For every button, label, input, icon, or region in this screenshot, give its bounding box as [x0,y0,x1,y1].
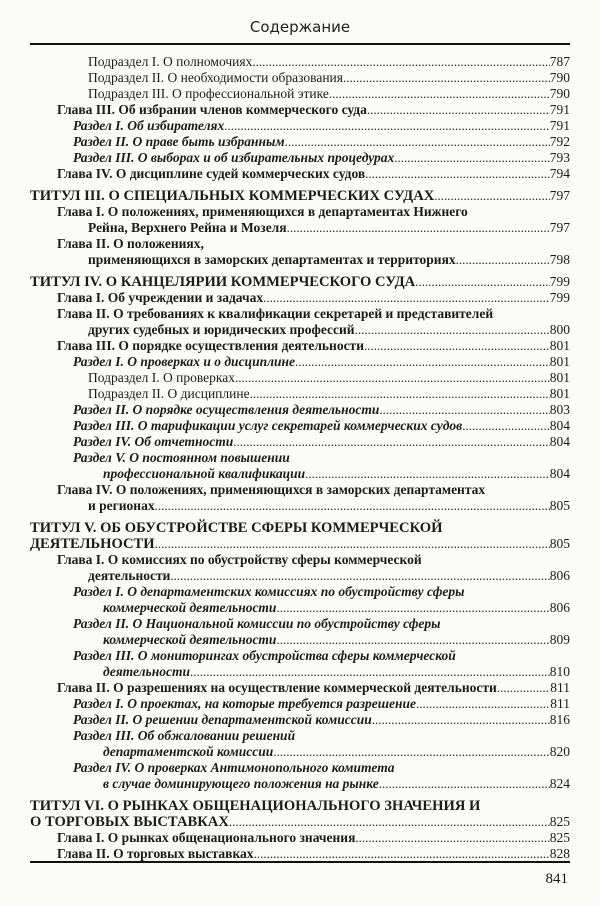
toc-entry [30,712,570,728]
page-title: Содержание [249,18,351,36]
toc-entry-text: коммерческой деятельности [103,632,277,647]
toc-entry-text: Подраздел I. О проверках [88,370,236,385]
dot-leader [365,166,550,182]
toc-entry [30,70,570,86]
toc-entry-text: Раздел I. О проверках и о дисциплине [73,354,296,369]
toc-entry-text: ДЕЯТЕЛЬНОСТИ [30,536,155,552]
dot-leader [190,664,550,680]
dot-leader [285,134,550,150]
toc-entry [30,552,570,568]
toc-entry [30,830,570,846]
toc-entry-text: Рейна, Верхнего Рейна и Мозеля [88,220,287,235]
toc-entry-text: Глава I. Об учреждении и задачах [57,290,264,305]
toc-entry-text: Подраздел II. О необходимости образования [88,70,343,85]
toc-entry-page: 811 [550,696,570,711]
dot-leader [355,830,549,846]
toc-list [0,45,600,862]
dot-leader [170,568,549,584]
toc-entry [30,274,570,290]
toc-entry [30,728,570,744]
toc-entry [30,744,570,760]
toc-entry [30,520,570,536]
toc-entry [30,696,570,712]
dot-leader [456,252,550,268]
toc-entry [30,306,570,322]
toc-entry-text: Раздел V. О постоянном повышении [73,450,290,465]
dot-leader [305,466,550,482]
toc-entry [30,814,570,830]
toc-entry-page: 793 [549,150,570,165]
toc-entry-text: ТИТУЛ VI. О РЫНКАХ ОБЩЕНАЦИОНАЛЬНОГО ЗНАЧЕНИЯ И [30,798,481,814]
toc-entry-text: в случае доминирующего положения на рынке [103,776,379,791]
toc-entry [30,290,570,306]
toc-entry-text: Раздел II. О Национальной комиссии по обустройству сферы [73,616,441,631]
toc-entry-text: Раздел IV. Об отчетности [73,434,234,449]
toc-entry-text: департаментской комиссии [103,744,274,759]
toc-entry [30,482,570,498]
toc-entry-page: 816 [549,712,570,727]
dot-leader [355,322,550,338]
toc-entry [30,616,570,632]
toc-entry-text: Глава III. Об избрании членов коммерческого суда [57,102,367,117]
toc-entry-text: Глава IV. О положениях, применяющихся в заморских департаментах [57,482,486,497]
toc-entry-text: ТИТУЛ IV. О КАНЦЕЛЯРИИ КОММЕРЧЕСКОГО СУДА [30,274,416,290]
toc-entry-page: 801 [549,386,570,401]
toc-entry-text: Глава II. О положениях, [57,236,204,251]
dot-leader [372,712,550,728]
toc-entry-page: 797 [549,220,570,235]
toc-entry [30,204,570,220]
toc-entry [30,680,570,696]
toc-entry-text: Подраздел III. О профессиональной этике [88,86,329,101]
toc-entry-page: 806 [549,600,570,615]
toc-entry-text: Раздел III. О тарификации услуг секретарей коммерческих судов [73,418,463,433]
toc-entry [30,370,570,386]
toc-entry-page: 790 [549,86,570,101]
footer-page-number: 841 [545,871,568,887]
toc-entry [30,418,570,434]
dot-leader [379,402,549,418]
toc-entry-page: 810 [549,664,570,679]
toc-entry-text: Раздел III. Об обжаловании решений [73,728,296,743]
dot-leader [263,290,550,306]
toc-entry [30,150,570,166]
toc-entry-page: 801 [549,338,570,353]
dot-leader [497,680,550,696]
dot-leader [416,696,550,712]
toc-entry-page: 799 [549,274,570,289]
toc-entry-page: 794 [549,166,570,181]
toc-entry-page: 799 [549,290,570,305]
toc-entry-text: Раздел II. О решении департаментской комиссии [73,712,372,727]
toc-entry [30,252,570,268]
dot-leader [394,150,549,166]
toc-entry [30,220,570,236]
toc-entry [30,498,570,514]
toc-entry-text: Раздел IV. О проверках Антимонопольного комитета [73,760,395,775]
toc-entry-page: 792 [549,134,570,149]
toc-entry-page: 791 [549,102,570,117]
dot-leader [364,338,550,354]
toc-entry-page: 828 [549,846,570,861]
dot-leader [276,632,549,648]
toc-entry-page: 803 [549,402,570,417]
toc-entry [30,386,570,402]
toc-entry [30,760,570,776]
page-header [0,0,600,45]
toc-entry-page: 798 [549,252,570,267]
toc-entry-text: Раздел III. О выборах и об избирательных процедурах [73,150,395,165]
toc-entry [30,450,570,466]
toc-entry-page: 787 [549,54,570,69]
dot-leader [254,846,550,862]
toc-entry-text: деятельности [103,664,190,679]
toc-entry-text: Глава II. О разрешениях на осуществление коммерческой деятельности [57,680,497,695]
toc-entry-page: 825 [549,830,570,845]
toc-entry-text: Раздел II. О праве быть избранным [73,134,285,149]
toc-entry-text: и регионах [88,498,155,513]
dot-leader [224,118,550,134]
toc-entry-text: ТИТУЛ III. О СПЕЦИАЛЬНЫХ КОММЕРЧЕСКИХ СУДАХ [30,188,435,204]
toc-entry [30,102,570,118]
toc-entry-page: 801 [549,370,570,385]
dot-leader [329,86,550,102]
toc-entry [30,536,570,552]
page-footer [30,861,570,888]
toc-entry [30,664,570,680]
toc-entry [30,54,570,70]
toc-entry-text: ТИТУЛ V. ОБ ОБУСТРОЙСТВЕ СФЕРЫ КОММЕРЧЕСКОЙ [30,520,443,536]
toc-entry-text: Раздел III. О мониторингах обустройства сферы коммерческой [73,648,456,663]
dot-leader [233,434,549,450]
toc-entry-page: 801 [549,354,570,369]
toc-entry-page: 825 [549,814,570,829]
toc-entry-text: Глава IV. О дисциплине судей коммерческих судов [57,166,366,181]
toc-entry [30,402,570,418]
toc-entry-page: 806 [549,568,570,583]
toc-entry-text: коммерческой деятельности [103,600,277,615]
dot-leader [229,814,550,830]
toc-entry [30,776,570,792]
dot-leader [379,776,550,792]
dot-leader [252,54,549,70]
dot-leader [235,370,550,386]
dot-leader [415,274,550,290]
toc-entry-text: применяющихся в заморских департаментах и территориях [88,252,456,267]
toc-entry-text: Подраздел II. О дисциплине [88,386,250,401]
dot-leader [273,744,549,760]
toc-entry [30,118,570,134]
dot-leader [462,418,550,434]
toc-entry-text: Глава II. О требованиях к квалификации секретарей и представителей [57,306,494,321]
dot-leader [343,70,550,86]
toc-entry-text: Раздел I. О проектах, на которые требуется разрешение [73,696,417,711]
toc-entry [30,322,570,338]
toc-entry-page: 797 [549,188,570,203]
toc-entry [30,86,570,102]
toc-entry-page: 805 [549,498,570,513]
dot-leader [287,220,550,236]
toc-entry [30,632,570,648]
dot-leader [434,188,549,204]
toc-entry [30,648,570,664]
toc-entry [30,798,570,814]
dot-leader [367,102,550,118]
toc-entry [30,166,570,182]
toc-entry-page: 791 [549,118,570,133]
toc-entry [30,188,570,204]
toc-entry-text: Глава I. О рынках общенационального значения [57,830,356,845]
dot-leader [155,498,550,514]
toc-entry [30,134,570,150]
toc-entry-page: 800 [549,322,570,337]
dot-leader [155,536,550,552]
toc-entry [30,568,570,584]
toc-entry-page: 805 [549,536,570,551]
toc-entry-text: Глава I. О положениях, применяющихся в департаментах Нижнего [57,204,468,219]
toc-entry-page: 804 [549,418,570,433]
toc-entry-text: Раздел I. О департаментских комиссиях по обустройству сферы [73,584,465,599]
toc-entry [30,846,570,862]
toc-entry [30,466,570,482]
toc-entry-text: других судебных и юридических профессий [88,322,355,337]
toc-entry [30,354,570,370]
toc-entry-page: 809 [549,632,570,647]
toc-entry-page: 820 [549,744,570,759]
toc-entry-text: Глава III. О порядке осуществления деятельности [57,338,364,353]
toc-entry [30,434,570,450]
toc-entry-text: Раздел I. Об избирателях [73,118,225,133]
toc-entry [30,600,570,616]
toc-entry-page: 804 [549,466,570,481]
toc-entry-text: Глава II. О торговых выставках [57,846,254,861]
dot-leader [250,386,550,402]
dot-leader [276,600,549,616]
toc-entry [30,338,570,354]
toc-entry-page: 804 [549,434,570,449]
toc-entry-text: Подраздел I. О полномочиях [88,54,253,69]
toc-entry-text: Глава I. О комиссиях по обустройству сферы коммерческой [57,552,422,567]
toc-entry [30,584,570,600]
toc-entry-page: 824 [549,776,570,791]
toc-entry-text: деятельности [88,568,171,583]
toc-entry-text: О ТОРГОВЫХ ВЫСТАВКАХ [30,814,229,830]
toc-entry-text: профессиональной квалификации [103,466,306,481]
toc-entry-page: 790 [549,70,570,85]
toc-entry [30,236,570,252]
dot-leader [295,354,550,370]
toc-entry-page: 811 [550,680,570,695]
toc-entry-text: Раздел II. О порядке осуществления деятельности [73,402,380,417]
